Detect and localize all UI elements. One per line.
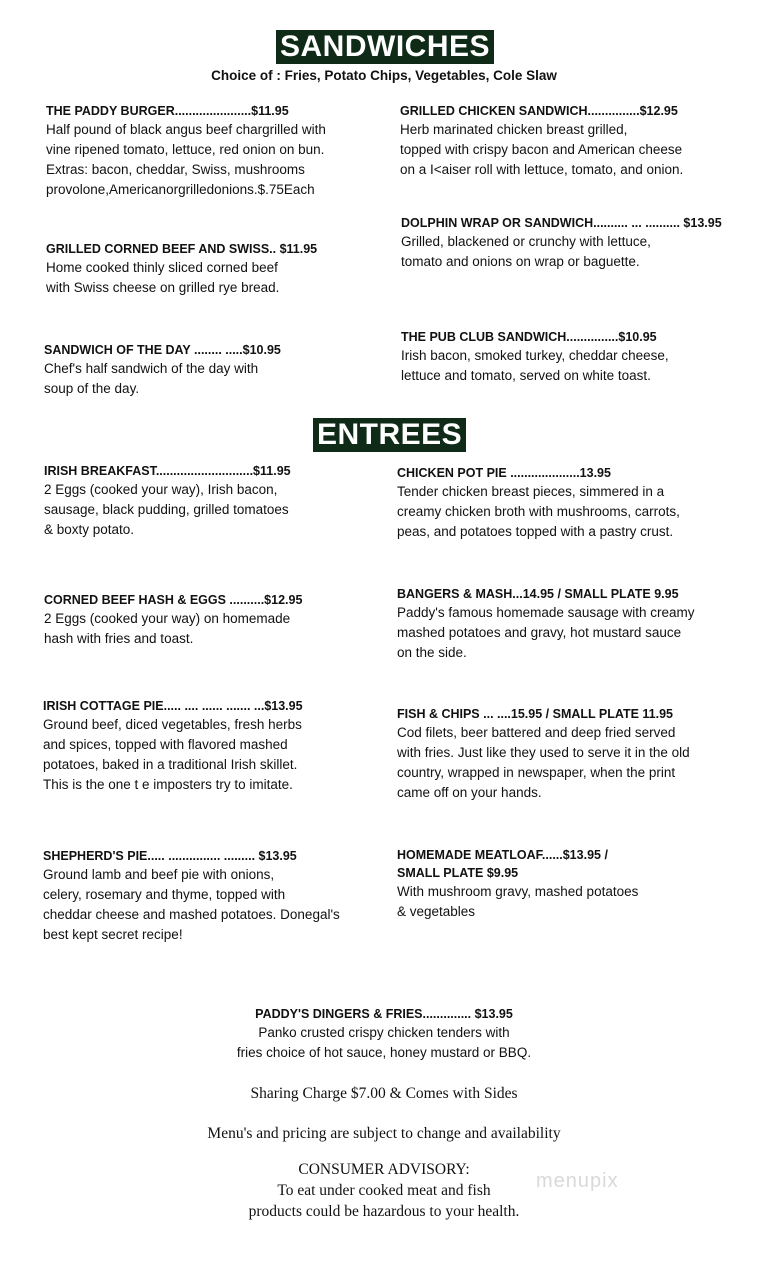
menu-item-sandwich-of-day — [44, 341, 364, 399]
item-description: 2 Eggs (cooked your way) on homemade hash with fries and toast. — [44, 611, 291, 646]
menu-item-corned-beef-hash — [44, 591, 364, 649]
item-title: THE PADDY BURGER......................$11.95 — [46, 104, 289, 118]
item-description: Tender chicken breast pieces, simmered in a creamy chicken broth with mushrooms, carrots, peas, and potatoes topped with a pastry crust. — [397, 484, 680, 539]
item-title: BANGERS & MASH...14.95 / SMALL PLATE 9.95 — [397, 587, 679, 601]
item-title: IRISH COTTAGE PIE..... .... ...... ....... ...$13.95 — [43, 699, 303, 713]
item-title: GRILLED CHICKEN SANDWICH...............$12.95 — [400, 104, 678, 118]
item-description: Half pound of black angus beef chargrilled with vine ripened tomato, lettuce, red onion on bun. Extras: bacon, cheddar, Swiss, mushrooms provolone,Americanorgrilledonions.$.75Each — [46, 122, 326, 197]
menu-item-fish-chips — [397, 705, 747, 803]
item-description: Ground lamb and beef pie with onions, celery, rosemary and thyme, topped with cheddar cheese and mashed potatoes. Donegal's best kept secret recipe! — [43, 867, 340, 942]
sharing-charge-note: Sharing Charge $7.00 & Comes with Sides — [250, 1085, 518, 1102]
item-description: Cod filets, beer battered and deep fried served with fries. Just like they used to serve it in the old country, wrapped in newspaper, when the print came off on your hands. — [397, 725, 690, 800]
item-description: Chef's half sandwich of the day with soup of the day. — [44, 361, 259, 396]
item-title-small-plate: SMALL PLATE $9.95 — [397, 866, 519, 880]
item-title: CORNED BEEF HASH & EGGS ..........$12.95 — [44, 593, 303, 607]
menu-item-irish-cottage-pie — [43, 697, 363, 795]
menu-item-shepherds-pie — [43, 847, 383, 945]
item-title: HOMEMADE MEATLOAF......$13.95 / — [397, 848, 608, 862]
item-description: Ground beef, diced vegetables, fresh herbs and spices, topped with flavored mashed potatoes, baked in a traditional Irish skillet. This is the one t e imposters try to imitate. — [43, 717, 302, 792]
menu-item-grilled-chicken-sandwich — [400, 102, 750, 180]
item-title: FISH & CHIPS ... ....15.95 / SMALL PLATE 11.95 — [397, 707, 674, 721]
item-description: Herb marinated chicken breast grilled, topped with crispy bacon and American cheese on a I<aiser roll with lettuce, tomato, and onion. — [400, 122, 684, 177]
item-title: IRISH BREAKFAST............................$11.95 — [44, 464, 291, 478]
menu-item-paddy-burger — [46, 102, 366, 200]
item-title: PADDY'S DINGERS & FRIES.............. $13.95 — [255, 1007, 513, 1021]
entrees-heading: ENTREES — [313, 418, 466, 452]
menu-item-homemade-meatloaf — [397, 846, 747, 922]
menu-item-chicken-pot-pie — [397, 464, 747, 542]
item-title: DOLPHIN WRAP OR SANDWICH.......... ... .......... $13.95 — [401, 216, 722, 230]
item-title: SANDWICH OF THE DAY ........ .....$10.95 — [44, 343, 281, 357]
menu-item-irish-breakfast — [44, 462, 364, 540]
pricing-disclaimer: Menu's and pricing are subject to change and availability — [207, 1125, 561, 1142]
menu-item-paddys-dingers — [0, 1005, 768, 1063]
sandwich-sides-choice: Choice of : Fries, Potato Chips, Vegetables, Cole Slaw — [211, 68, 557, 83]
menu-item-dolphin-wrap — [401, 214, 751, 272]
sandwiches-heading: SANDWICHES — [276, 30, 494, 64]
item-title: SHEPHERD'S PIE..... ............... ......... $13.95 — [43, 849, 297, 863]
item-title: GRILLED CORNED BEEF AND SWISS.. $11.95 — [46, 242, 318, 256]
consumer-advisory-title: CONSUMER ADVISORY: — [298, 1161, 470, 1178]
menupix-watermark: menupix — [536, 1170, 619, 1192]
item-description: Paddy's famous homemade sausage with creamy mashed potatoes and gravy, hot mustard sauce on the side. — [397, 605, 695, 660]
item-description: Home cooked thinly sliced corned beef with Swiss cheese on grilled rye bread. — [46, 260, 280, 295]
item-description: Panko crusted crispy chicken tenders with fries choice of hot sauce, honey mustard or BBQ. — [236, 1025, 532, 1060]
item-description: Grilled, blackened or crunchy with lettuce, tomato and onions on wrap or baguette. — [401, 234, 651, 269]
item-title: CHICKEN POT PIE ....................13.95 — [397, 466, 611, 480]
item-description: 2 Eggs (cooked your way), Irish bacon, sausage, black pudding, grilled tomatoes & boxty potato. — [44, 482, 289, 537]
menu-item-bangers-mash — [397, 585, 747, 663]
menu-item-corned-beef-swiss — [46, 240, 366, 298]
consumer-advisory-text: To eat under cooked meat and fish products could be hazardous to your health. — [248, 1182, 520, 1220]
menu-item-pub-club-sandwich — [401, 328, 751, 386]
item-description: With mushroom gravy, mashed potatoes & vegetables — [397, 884, 639, 919]
item-description: Irish bacon, smoked turkey, cheddar cheese, lettuce and tomato, served on white toast. — [401, 348, 669, 383]
item-title: THE PUB CLUB SANDWICH...............$10.95 — [401, 330, 657, 344]
